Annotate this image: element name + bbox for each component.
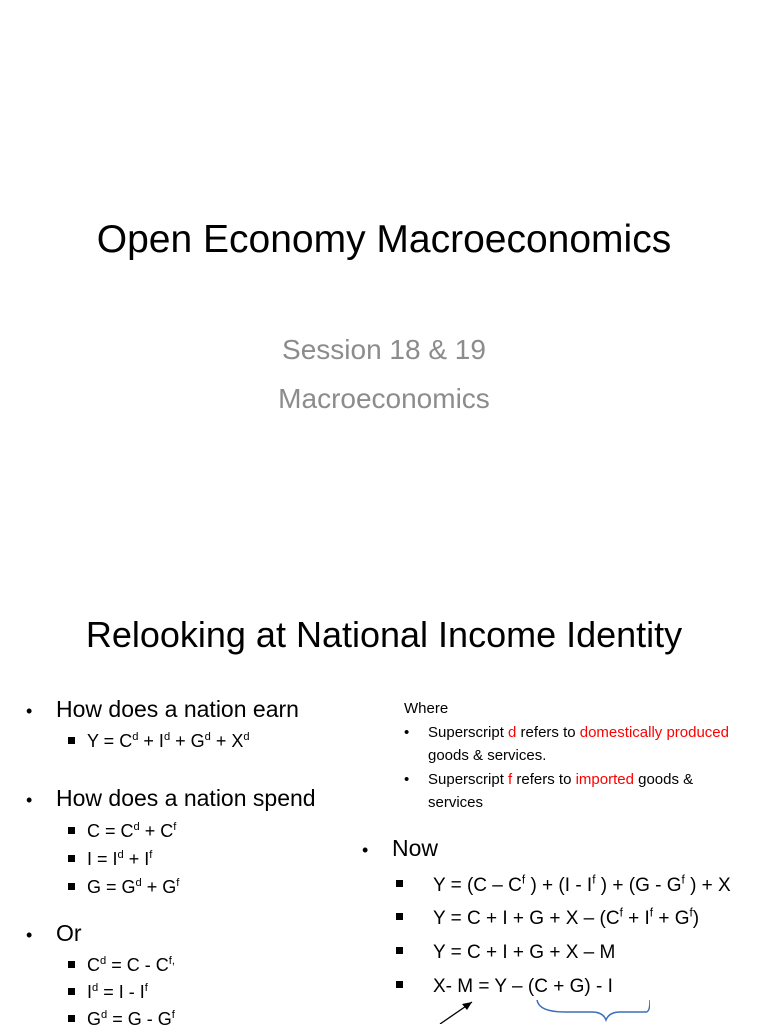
equation-text: $I^d = I - I^f$ — [87, 982, 148, 1002]
equation-text: $C = C^d + C^f$ — [87, 821, 177, 841]
bullet-icon: • — [26, 701, 33, 721]
bullet-or — [26, 920, 82, 947]
equation-now-3 — [396, 942, 615, 964]
square-bullet-icon — [68, 855, 75, 862]
equation-investment — [68, 849, 152, 870]
bullet-text: Or — [56, 920, 82, 946]
bullet-icon: • — [362, 840, 369, 860]
equation-income — [68, 731, 250, 752]
equation-text: X- M = Y – (C + G) - I — [433, 976, 613, 997]
bullet-earn — [26, 696, 299, 723]
square-bullet-icon — [68, 827, 75, 834]
slide-title: Relooking at National Income Identity — [85, 614, 683, 655]
where-label: Where — [404, 700, 449, 717]
square-bullet-icon — [396, 913, 403, 920]
square-bullet-icon — [68, 961, 75, 968]
where-bullet-imported — [404, 768, 734, 814]
square-bullet-icon — [396, 880, 403, 887]
equation-id — [68, 982, 148, 1003]
equation-text: $Y = C^d + I^d + G^d + X^d$ — [87, 731, 250, 751]
square-bullet-icon — [396, 947, 403, 954]
bullet-spend — [26, 785, 316, 812]
bullet-icon: • — [404, 724, 410, 741]
equation-cd — [68, 955, 175, 976]
equation-text: $G = G^d + G^f$ — [87, 877, 180, 897]
content-slide — [0, 576, 768, 1029]
bullet-icon: • — [26, 790, 33, 810]
where-text: Superscript d refers to domestically produced goods & services. — [428, 724, 729, 764]
equation-now-2 — [396, 908, 699, 930]
curly-brace — [537, 1000, 650, 1020]
equation-text: $I = I^d + I^f$ — [87, 849, 153, 869]
equation-government — [68, 877, 179, 898]
equation-text: $Y = (C - C^f$ ) + ($I - I^f$ ) + ($G - G^f$ ) + X — [433, 873, 731, 896]
bullet-text: Now — [392, 835, 439, 861]
course-subtitle: Macroeconomics — [278, 383, 490, 414]
equation-text: Y = C + I + G + X – M — [433, 942, 616, 963]
arrow-head-icon — [462, 1002, 472, 1010]
equation-text: $Y = C + I + G + X - (C^f + I^f + G^f)$ — [433, 906, 700, 929]
square-bullet-icon — [68, 1015, 75, 1022]
equation-text: $G^d = G - G^f$ — [87, 1009, 175, 1029]
bullet-now — [362, 835, 438, 862]
where-bullet-domestic — [404, 721, 734, 767]
bullet-icon: • — [26, 925, 33, 945]
square-bullet-icon — [68, 883, 75, 890]
square-bullet-icon — [68, 988, 75, 995]
where-text: Superscript f refers to imported goods & services — [428, 771, 694, 811]
equation-now-4 — [396, 976, 613, 998]
equation-gd — [68, 1009, 175, 1030]
equation-text: $C^d = C - C^{f,}$ — [87, 955, 175, 975]
bullet-icon: • — [404, 771, 410, 788]
brace-arrow-annotation — [420, 996, 650, 1024]
equation-now-1 — [396, 875, 731, 897]
bullet-text: How does a nation earn — [56, 696, 299, 722]
square-bullet-icon — [396, 981, 403, 988]
square-bullet-icon — [68, 737, 75, 744]
session-subtitle: Session 18 & 19 — [282, 334, 486, 365]
slide-title: Open Economy Macroeconomics — [96, 218, 672, 261]
bullet-text: How does a nation spend — [56, 785, 316, 811]
equation-consumption — [68, 821, 176, 842]
